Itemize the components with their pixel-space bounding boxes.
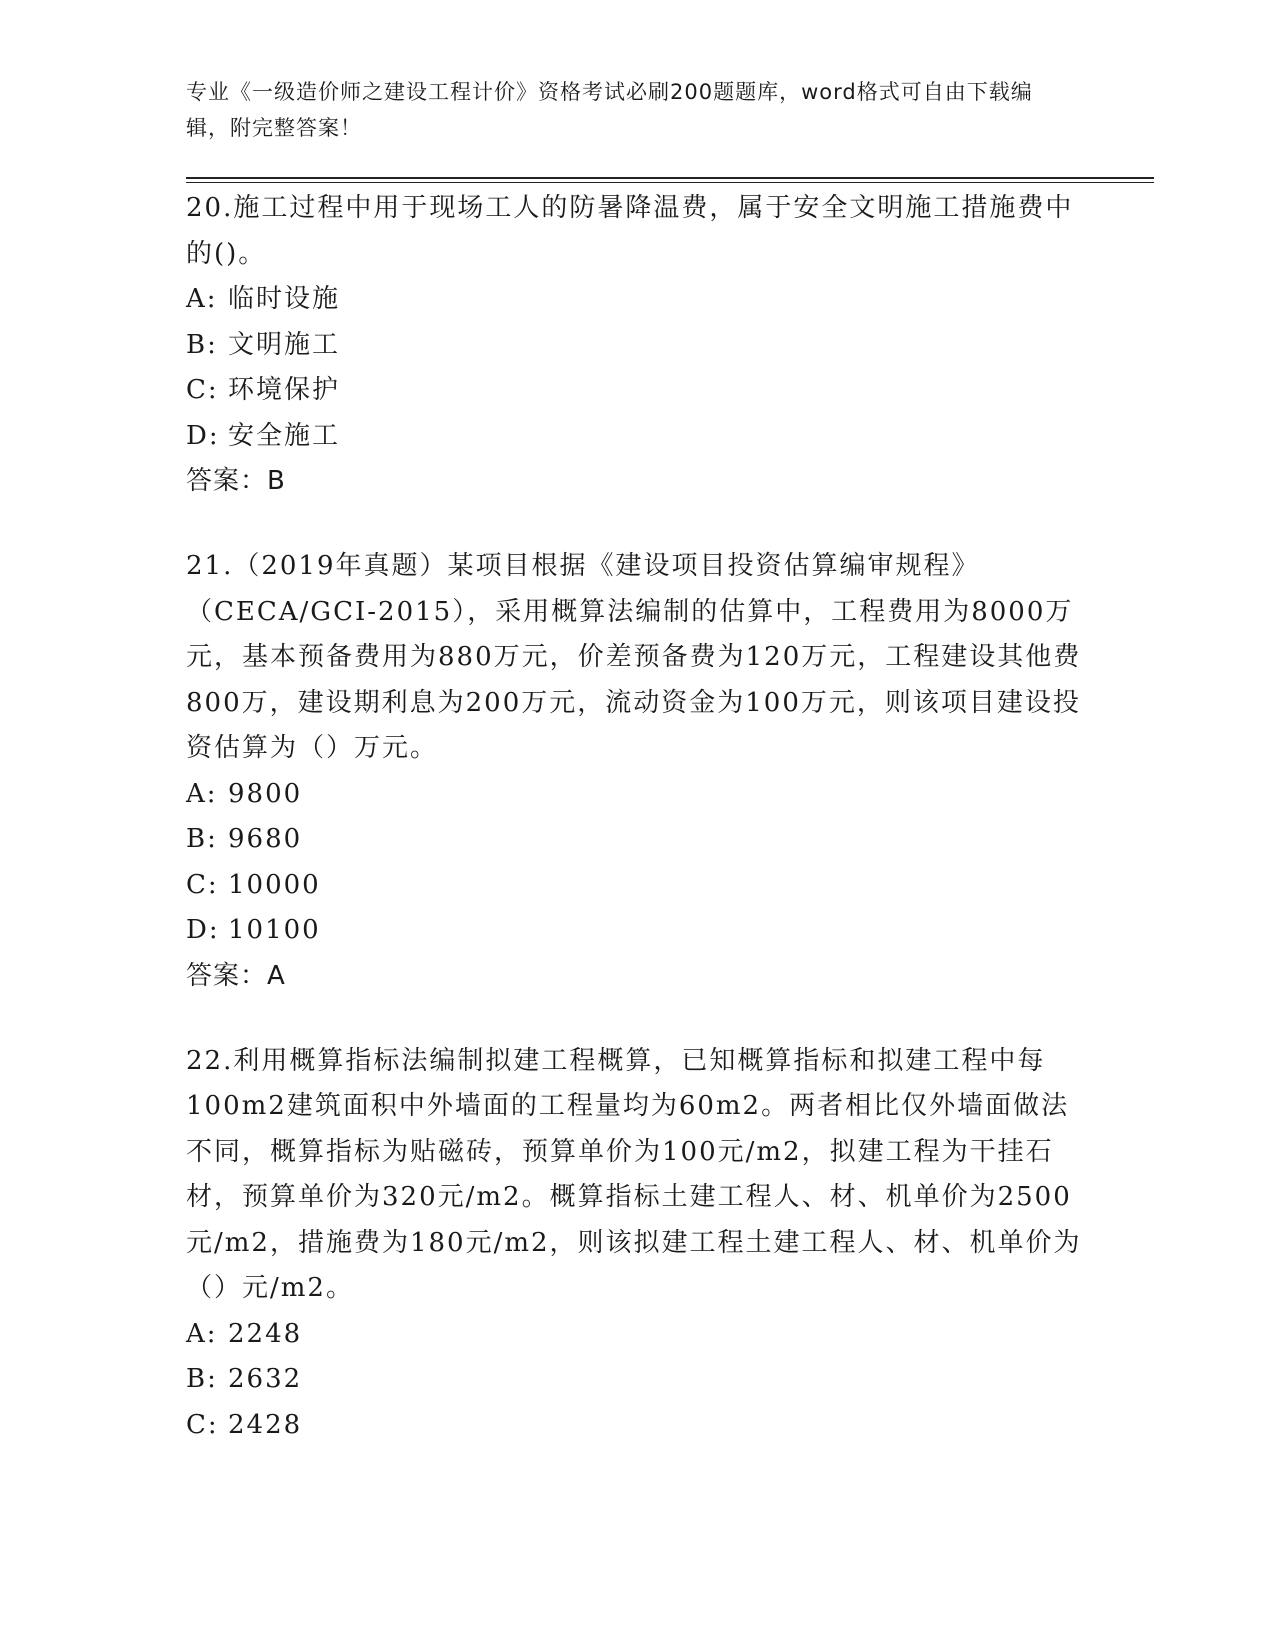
question-list (186, 186, 1086, 1488)
option-text: 2428 (228, 1409, 303, 1440)
option-d (186, 414, 1086, 460)
option-text: 9800 (228, 778, 303, 809)
option-c (186, 1403, 1086, 1449)
header-rule-thick (186, 177, 1154, 179)
option-text: 2632 (228, 1364, 303, 1394)
option-text: 2248 (228, 1318, 303, 1349)
answer: 答案：B (186, 466, 286, 496)
question-22 (186, 1039, 1086, 1449)
option-c (186, 368, 1086, 414)
option-text: 文明施工 (228, 329, 341, 360)
question-stem: 21.（2019年真题）某项目根据《建设项目投资估算编审规程》（CECA/GCI-2015），采用概算法编制的估算中，工程费用为8000万元，基本预备费用为880万元，价差预备费为120万元，工程建设其他费800万，建设期利息为200万元，流动资金为100万元，则该项目建设投资估算为（）万元。 (186, 551, 1082, 763)
option-text: 10100 (228, 915, 321, 945)
option-text: 安全施工 (228, 420, 341, 451)
question-stem: 20.施工过程中用于现场工人的防暑降温费，属于安全文明施工措施费中的()。 (186, 193, 1074, 269)
option-label: D: (186, 915, 220, 945)
option-label: A: (186, 778, 218, 809)
option-text: 9680 (228, 824, 303, 854)
option-label: B: (186, 329, 218, 360)
option-label: B: (186, 1364, 218, 1394)
option-label: D: (186, 420, 220, 451)
option-d (186, 908, 1086, 954)
document-header: 专业《一级造价师之建设工程计价》资格考试必刷200题题库，word格式可自由下载编辑，附完整答案！ (186, 80, 1033, 140)
option-label: A: (186, 284, 218, 314)
option-c (186, 863, 1086, 909)
question-stem: 22.利用概算指标法编制拟建工程概算，已知概算指标和拟建工程中每100m2建筑面积中外墙面的工程量均为60m2。两者相比仅外墙面做法不同，概算指标为贴磁砖，预算单价为100元/m2，拟建工程为干挂石材，预算单价为320元/m2。概算指标土建工程人、材、机单价为2500元/m2，措施费为180元/m2，则该拟建工程土建工程人、材、机单价为（）元/m2。 (186, 1045, 1082, 1303)
option-b (186, 323, 1086, 369)
option-text: 10000 (228, 869, 321, 900)
option-label: B: (186, 824, 218, 854)
option-label: A: (186, 1318, 218, 1349)
option-label: C: (186, 869, 219, 900)
option-text: 临时设施 (228, 284, 341, 314)
option-text: 环境保护 (228, 375, 341, 405)
option-label: C: (186, 375, 219, 405)
answer: 答案：A (186, 960, 286, 991)
option-label: C: (186, 1409, 219, 1440)
question-20 (186, 186, 1086, 504)
question-21 (186, 544, 1086, 999)
option-a (186, 277, 1086, 323)
option-b (186, 1357, 1086, 1403)
option-b (186, 817, 1086, 863)
header-rule-thin (186, 182, 1154, 183)
option-a (186, 772, 1086, 818)
option-a (186, 1312, 1086, 1358)
